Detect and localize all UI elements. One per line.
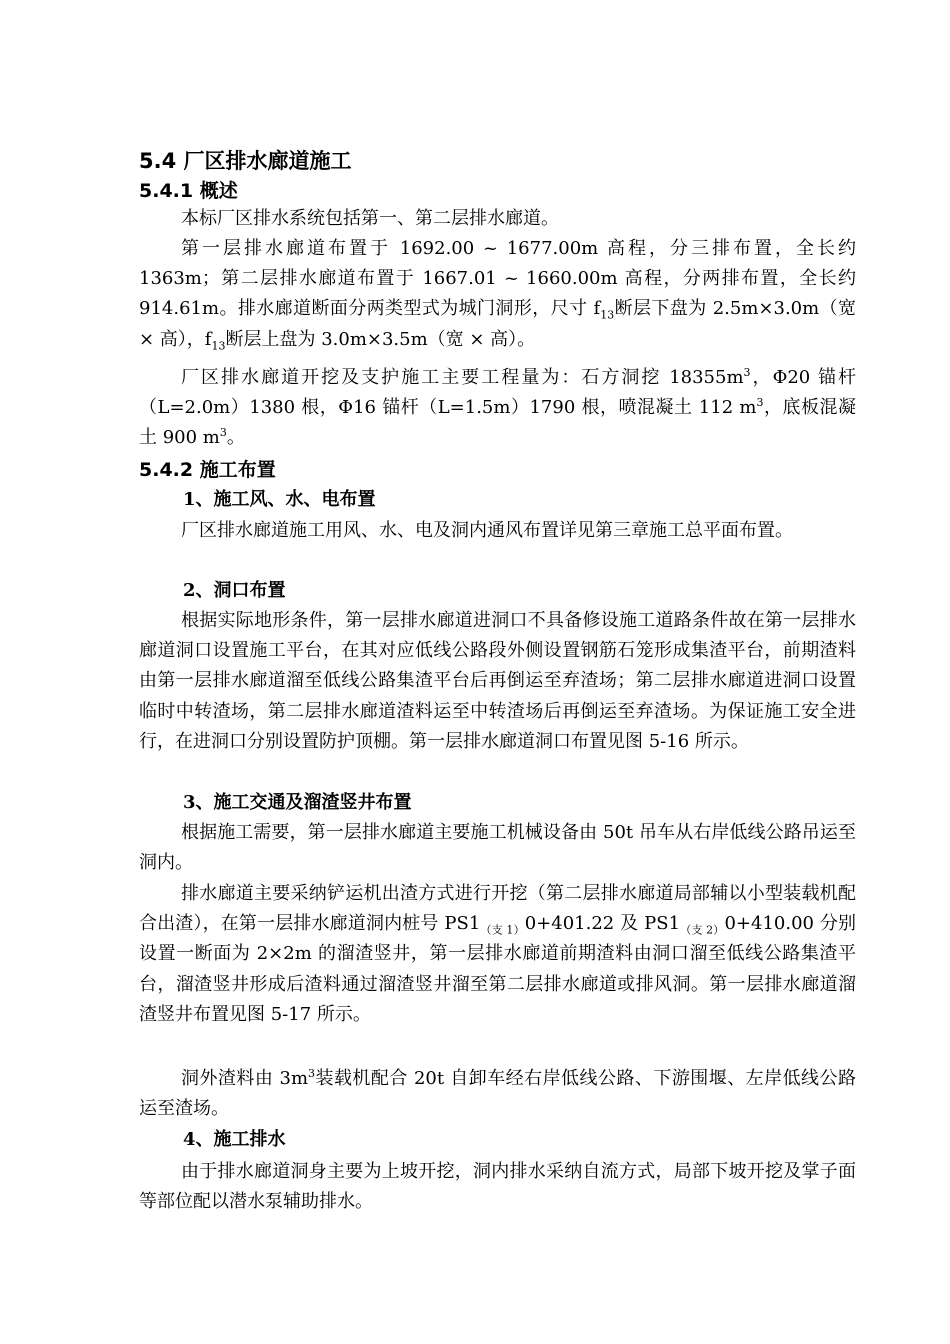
sub-heading-1: 1、施工风、水、电布置 xyxy=(183,489,376,510)
text-run: 断层下盘为 2.5m×3.0m（宽 × 高），f xyxy=(139,298,856,350)
subsection-heading-5-4-2: 5.4.2 施工布置 xyxy=(139,459,276,481)
text-run: 断层上盘为 3.0m×3.5m（宽 × 高）。 xyxy=(225,328,536,350)
paragraph-sub-2: 根据实际地形条件，第一层排水廊道进洞口不具备修设施工道路条件故在第一层排水廊道洞口设置施工平台，在其对应低线公路段外侧设置钢筋石笼形成集渣平台，前期渣料由第一层排水廊道溜至低线公路集渣平台后再倒运至弃渣场；第二层排水廊道进洞口设置临时中转渣场，第二层排水廊道渣料运至中转渣场后再倒运至弃渣场。为保证施工安全进行，在进洞口分别设置防护顶棚。第一层排水廊道洞口布置见图 5-16 所示。 xyxy=(139,610,856,752)
paragraph-sub-4: 由于排水廊道洞身主要为上坡开挖，洞内排水采纳自流方式，局部下坡开挖及掌子面等部位配以潜水泵辅助排水。 xyxy=(139,1161,856,1213)
paragraph-sub-3c xyxy=(139,1064,856,1124)
text-run: ，Φ20 锚杆（L=2.0m）1380 根，Φ16 锚杆（L=1.5m）1790 根，喷混凝土 112 m xyxy=(139,367,856,419)
paragraph-sub-3b xyxy=(139,879,856,1030)
text-run: 第一层排水廊道布置于 1692.00 ~ 1677.00m 高程，分三排布置，全长约 1363m；第二层排水廊道布置于 1667.01 ~ 1660.00m 高程，分两排布置，全长约 914.61m。排水廊道断面分两类型式为城门洞形，尺寸 f xyxy=(139,238,856,320)
sub-heading-3: 3、施工交通及溜渣竖井布置 xyxy=(183,792,412,813)
superscript: 3 xyxy=(756,396,764,410)
paragraph-overview-3 xyxy=(139,363,856,454)
text-run: 。 xyxy=(226,427,245,449)
text-run: 0+410.00 分别设置一断面为 2×2m 的溜渣竖井，第一层排水廊道前期渣料由洞口溜至低线公路集渣平台，溜渣竖井形成后渣料通过溜渣竖井溜至第二层排水廊道或排风洞。第一层排水廊道溜渣竖井布置见图 5-17 所示。 xyxy=(139,913,856,1025)
superscript: 3 xyxy=(743,366,751,379)
paragraph-sub-1: 厂区排水廊道施工用风、水、电及洞内通风布置详见第三章施工总平面布置。 xyxy=(181,520,793,541)
superscript: 3 xyxy=(219,426,227,440)
subsection-heading-5-4-1: 5.4.1 概述 xyxy=(139,180,238,202)
subscript: 13 xyxy=(211,339,226,353)
subscript: （支 2） xyxy=(680,923,725,937)
text-run: 装载机配合 20t 自卸车经右岸低线公路、下游围堰、左岸低线公路运至渣场。 xyxy=(139,1068,856,1120)
paragraph-overview-2 xyxy=(139,234,856,355)
sub-heading-4: 4、施工排水 xyxy=(183,1129,286,1150)
text-run: 洞外渣料由 3m xyxy=(181,1068,309,1089)
subscript: 13 xyxy=(600,309,615,322)
section-heading-5-4: 5.4 厂区排水廊道施工 xyxy=(139,149,352,173)
paragraph-overview-1: 本标厂区排水系统包括第一、第二层排水廊道。 xyxy=(181,208,559,229)
text-run: 排水廊道主要采纳铲运机出渣方式进行开挖（第二层排水廊道局部辅以小型装载机配合出渣），在第一层排水廊道洞内桩号 PS1 xyxy=(139,883,856,935)
paragraph-sub-3a: 根据施工需要，第一层排水廊道主要施工机械设备由 50t 吊车从右岸低线公路吊运至洞内。 xyxy=(139,822,856,874)
superscript: 3 xyxy=(308,1067,316,1080)
text-run: 0+401.22 及 PS1 xyxy=(524,913,681,935)
text-run: ，底板混凝土 900 m xyxy=(139,397,856,449)
text-run: 厂区排水廊道开挖及支护施工主要工程量为：石方洞挖 18355m xyxy=(181,367,744,388)
subscript: （支 1） xyxy=(480,923,525,937)
sub-heading-2: 2、洞口布置 xyxy=(183,580,286,601)
